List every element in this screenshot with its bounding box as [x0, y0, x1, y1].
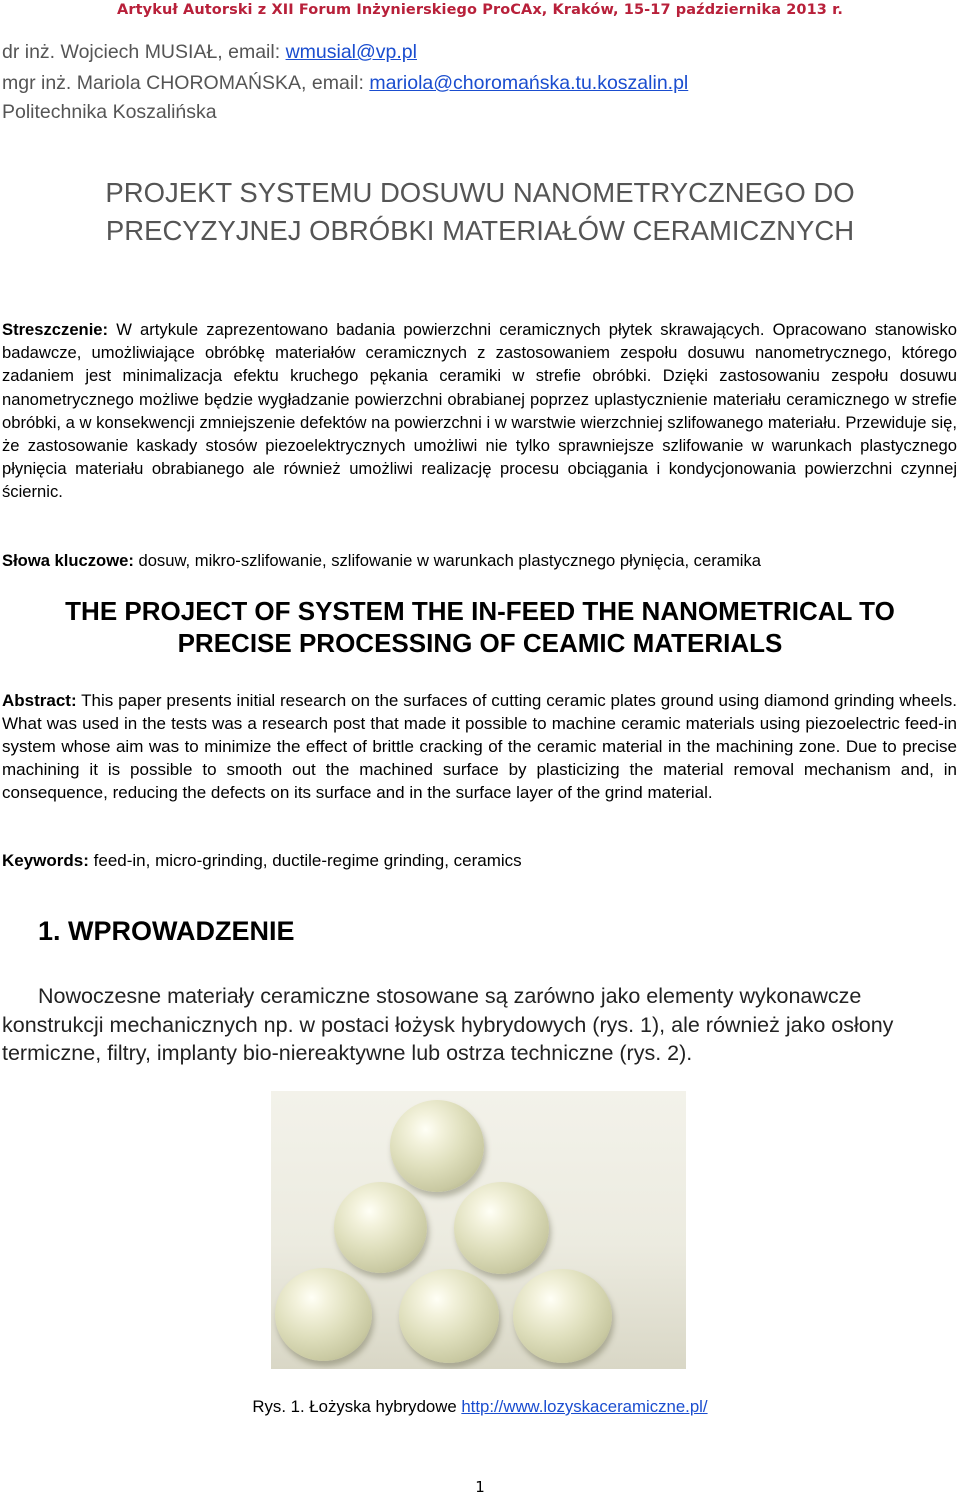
ceramic-ball	[513, 1269, 612, 1363]
affiliation: Politechnika Koszalińska	[2, 101, 217, 123]
abstract-en	[2, 689, 957, 804]
keywords-en-text: feed-in, micro-grinding, ductile-regime grinding, ceramics	[88, 851, 522, 870]
keywords-pl-text: dosuw, mikro-szlifowanie, szlifowanie w warunkach plastycznego płynięcia, ceramika	[133, 551, 762, 570]
figure-caption	[0, 1397, 960, 1417]
title-en	[0, 595, 960, 659]
keywords-en	[2, 849, 957, 872]
ceramic-ball	[390, 1100, 484, 1192]
author-name: mgr inż. Mariola CHOROMAŃSKA, email:	[2, 72, 370, 94]
abstract-pl	[2, 318, 957, 504]
ceramic-ball	[399, 1269, 499, 1363]
title-en-line-2: PRECISE PROCESSING OF CEAMIC MATERIALS	[177, 628, 783, 658]
figure-caption-link[interactable]: http://www.lozyskaceramiczne.pl/	[461, 1397, 708, 1416]
abstract-en-text: This paper presents initial research on the surfaces of cutting ceramic plates ground using diamond grinding wheels. What was used in the tests was a research post that made it possible to machine ceramic materials using piezoelectric feed-in system whose aim was to minimize the effect of brittle cracking of the ceramic material in the machining zone. Due to precise machining it is possible to smooth out the machined surface by plasticizing the material removal mechanism and, in consequence, reducing the defects on its surface and in the surface layer of the grind material.	[2, 691, 957, 802]
page-number: 1	[475, 1478, 485, 1496]
author-email-link[interactable]: wmusial@vp.pl	[285, 41, 417, 63]
title-en-line-1: THE PROJECT OF SYSTEM THE IN-FEED THE NANOMETRICAL TO	[65, 596, 895, 626]
author-line-1	[2, 41, 417, 64]
keywords-pl-label: Słowa kluczowe:	[2, 551, 134, 570]
conference-header: Artykuł Autorski z XII Forum Inżynierskiego ProCAx, Kraków, 15-17 października 2013 r.	[117, 2, 843, 18]
keywords-pl	[2, 549, 932, 572]
author-name: dr inż. Wojciech MUSIAŁ, email:	[2, 41, 286, 63]
abstract-en-label: Abstract:	[2, 691, 77, 710]
ceramic-balls-photo	[271, 1091, 686, 1369]
title-pl-line-1: PROJEKT SYSTEMU DOSUWU NANOMETRYCZNEGO DO	[105, 177, 855, 208]
keywords-en-label: Keywords:	[2, 851, 89, 870]
section-paragraph: Nowoczesne materiały ceramiczne stosowane są zarówno jako elementy wykonawcze konstrukcji mechanicznych np. w postaci łożysk hybrydowych (rys. 1), ale również jako osłony termiczne, filtry, implanty bio-niereaktywne lub ostrza techniczne (rys. 2).	[2, 984, 894, 1065]
author-email-link[interactable]: mariola@choromańska.tu.koszalin.pl	[369, 72, 689, 94]
ceramic-ball	[334, 1182, 427, 1273]
ceramic-ball	[454, 1182, 549, 1274]
figure-caption-text: Rys. 1. Łożyska hybrydowe	[252, 1397, 462, 1416]
section-heading: 1. WPROWADZENIE	[38, 916, 295, 946]
abstract-pl-label: Streszczenie:	[2, 320, 109, 339]
title-pl	[0, 174, 960, 250]
abstract-pl-text: W artykule zaprezentowano badania powierzchni ceramicznych płytek skrawających. Opracowano stanowisko badawcze, umożliwiające obróbkę materiałów ceramicznych z zastosowaniem zespołu dosuwu nanometrycznego, którego zadaniem jest minimalizacja efektu kruchego pękania ceramiki w strefie obróbki. Dzięki zastosowaniu zespołu dosuwu nanometrycznego możliwe będzie wygładzanie powierzchni obrabianej poprzez uplastycznienie materiału ceramicznego w strefie obróbki, a w konsekwencji zmniejszenie defektów na powierzchni i w warstwie wierzchniej szlifowanego materiału. Przewiduje się, że zastosowanie kaskady stosów piezoelektrycznych umożliwi nie tylko sprawniejsze szlifowanie w warunkach plastycznego płynięcia materiału obrabianego ale również umożliwi realizację procesu obciągania i kondycjonowania powierzchni czynnej ściernic.	[2, 320, 957, 502]
author-line-2	[2, 72, 688, 95]
ceramic-ball	[275, 1268, 372, 1361]
title-pl-line-2: PRECYZYJNEJ OBRÓBKI MATERIAŁÓW CERAMICZNYCH	[105, 215, 855, 246]
